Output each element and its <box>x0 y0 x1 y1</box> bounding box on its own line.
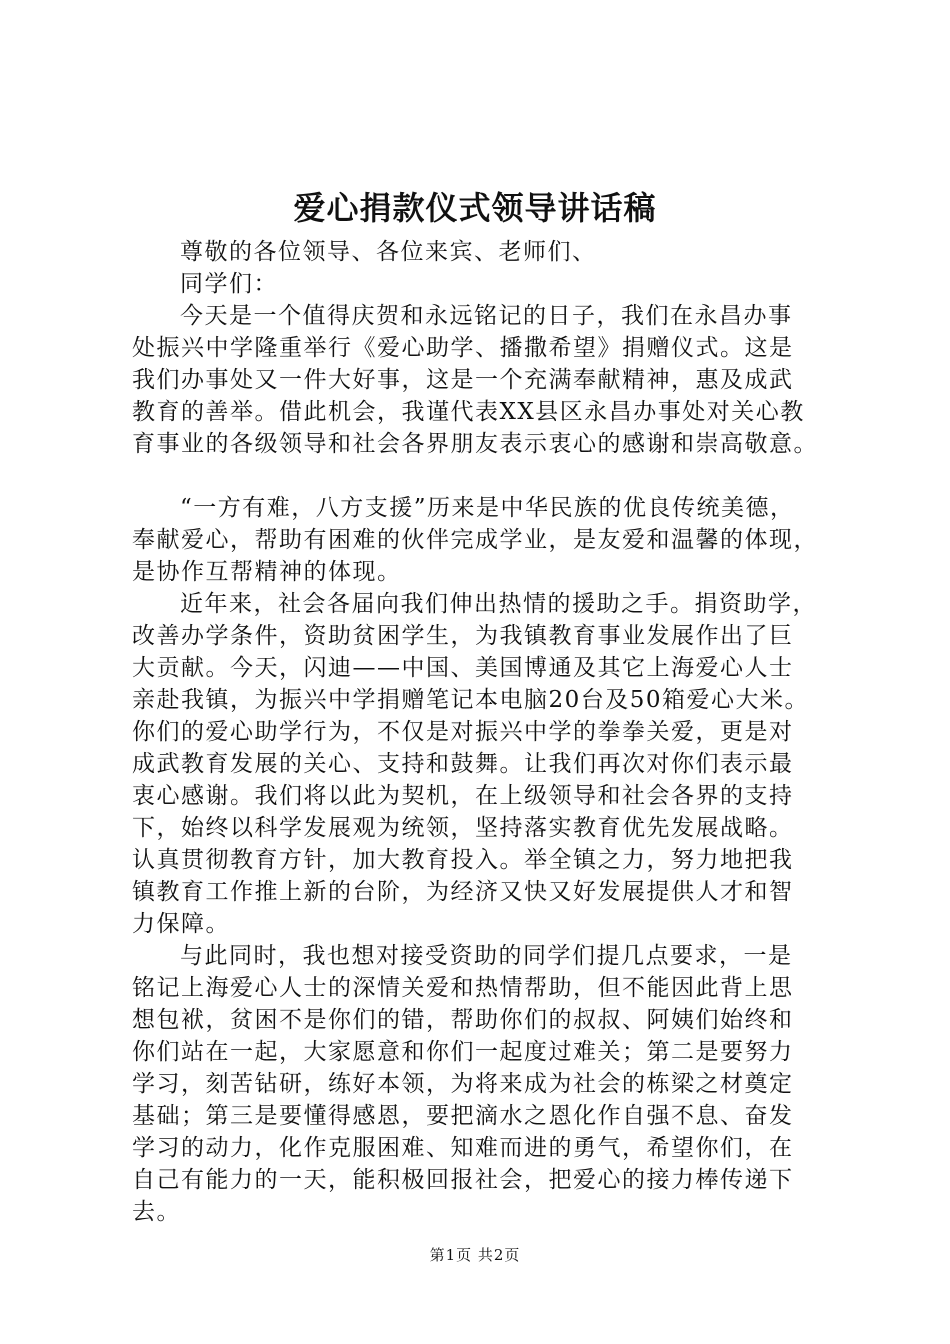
paragraph-line: 想包袱，贫困不是你们的错，帮助你们的叔叔、阿姨们始终和 <box>132 1007 794 1033</box>
paragraph-line: 亲赴我镇，为振兴中学捐赠笔记本电脑20台及50箱爱心大米。 <box>132 687 810 713</box>
document-title: 爱心捐款仪式领导讲话稿 <box>293 189 657 227</box>
paragraph-line: 基础；第三是要懂得感恩，要把滴水之恩化作自强不息、奋发 <box>132 1103 794 1129</box>
page-number-footer: 第1页 共2页 <box>429 1246 521 1264</box>
paragraph-gap <box>132 460 850 492</box>
paragraph-line: 铭记上海爱心人士的深情关爱和热情帮助，但不能因此背上思 <box>132 975 794 1001</box>
paragraph-line: 自己有能力的一天，能积极回报社会，把爱心的接力棒传递下 <box>132 1167 794 1193</box>
paragraph-line: 成武教育发展的关心、支持和鼓舞。让我们再次对你们表示最 <box>132 751 794 777</box>
paragraph-line: 力保障。 <box>132 911 230 937</box>
paragraph-line: 去。 <box>132 1199 181 1225</box>
paragraph-line: 教育的善举。借此机会，我谨代表XX县区永昌办事处对关心教 <box>132 399 805 425</box>
salutation-line: 同学们： <box>180 271 278 297</box>
paragraph-line: 改善办学条件，资助贫困学生，为我镇教育事业发展作出了巨 <box>132 623 794 649</box>
paragraph-line: 衷心感谢。我们将以此为契机，在上级领导和社会各界的支持 <box>132 783 794 809</box>
paragraph-line: 你们站在一起，大家愿意和你们一起度过难关；第二是要努力 <box>132 1039 794 1065</box>
paragraph-line: 镇教育工作推上新的台阶，为经济又快又好发展提供人才和智 <box>132 879 794 905</box>
paragraph-line: 与此同时，我也想对接受资助的同学们提几点要求，一是 <box>180 943 793 969</box>
paragraph-line: 处振兴中学隆重举行《爱心助学、播撒希望》捐赠仪式。这是 <box>132 335 794 361</box>
document-body <box>132 236 850 1228</box>
paragraph-line: 是协作互帮精神的体现。 <box>132 559 402 585</box>
paragraph-line: 学习，刻苦钻研，练好本领，为将来成为社会的栋梁之材奠定 <box>132 1071 794 1097</box>
paragraph-line: 你们的爱心助学行为，不仅是对振兴中学的拳拳关爱，更是对 <box>132 719 794 745</box>
paragraph-line: 学习的动力，化作克服困难、知难而进的勇气，希望你们，在 <box>132 1135 794 1161</box>
paragraph-line: 奉献爱心，帮助有困难的伙伴完成学业，是友爱和温馨的体现， <box>132 527 818 553</box>
paragraph-line: 今天是一个值得庆贺和永远铭记的日子，我们在永昌办事 <box>180 303 793 329</box>
paragraph-line: “一方有难，八方支援”历来是中华民族的优良传统美德， <box>180 495 795 521</box>
paragraph-line: 近年来，社会各届向我们伸出热情的援助之手。捐资助学， <box>180 591 817 617</box>
paragraph-line: 认真贯彻教育方针，加大教育投入。举全镇之力，努力地把我 <box>132 847 794 873</box>
paragraph-line: 我们办事处又一件大好事，这是一个充满奉献精神，惠及成武 <box>132 367 794 393</box>
paragraph-line: 下，始终以科学发展观为统领，坚持落实教育优先发展战略。 <box>132 815 794 841</box>
paragraph-line: 育事业的各级领导和社会各界朋友表示衷心的感谢和崇高敬意。 <box>132 431 818 457</box>
salutation-line: 尊敬的各位领导、各位来宾、老师们、 <box>180 239 597 265</box>
paragraph-line: 大贡献。今天，闪迪——中国、美国博通及其它上海爱心人士 <box>132 655 794 681</box>
